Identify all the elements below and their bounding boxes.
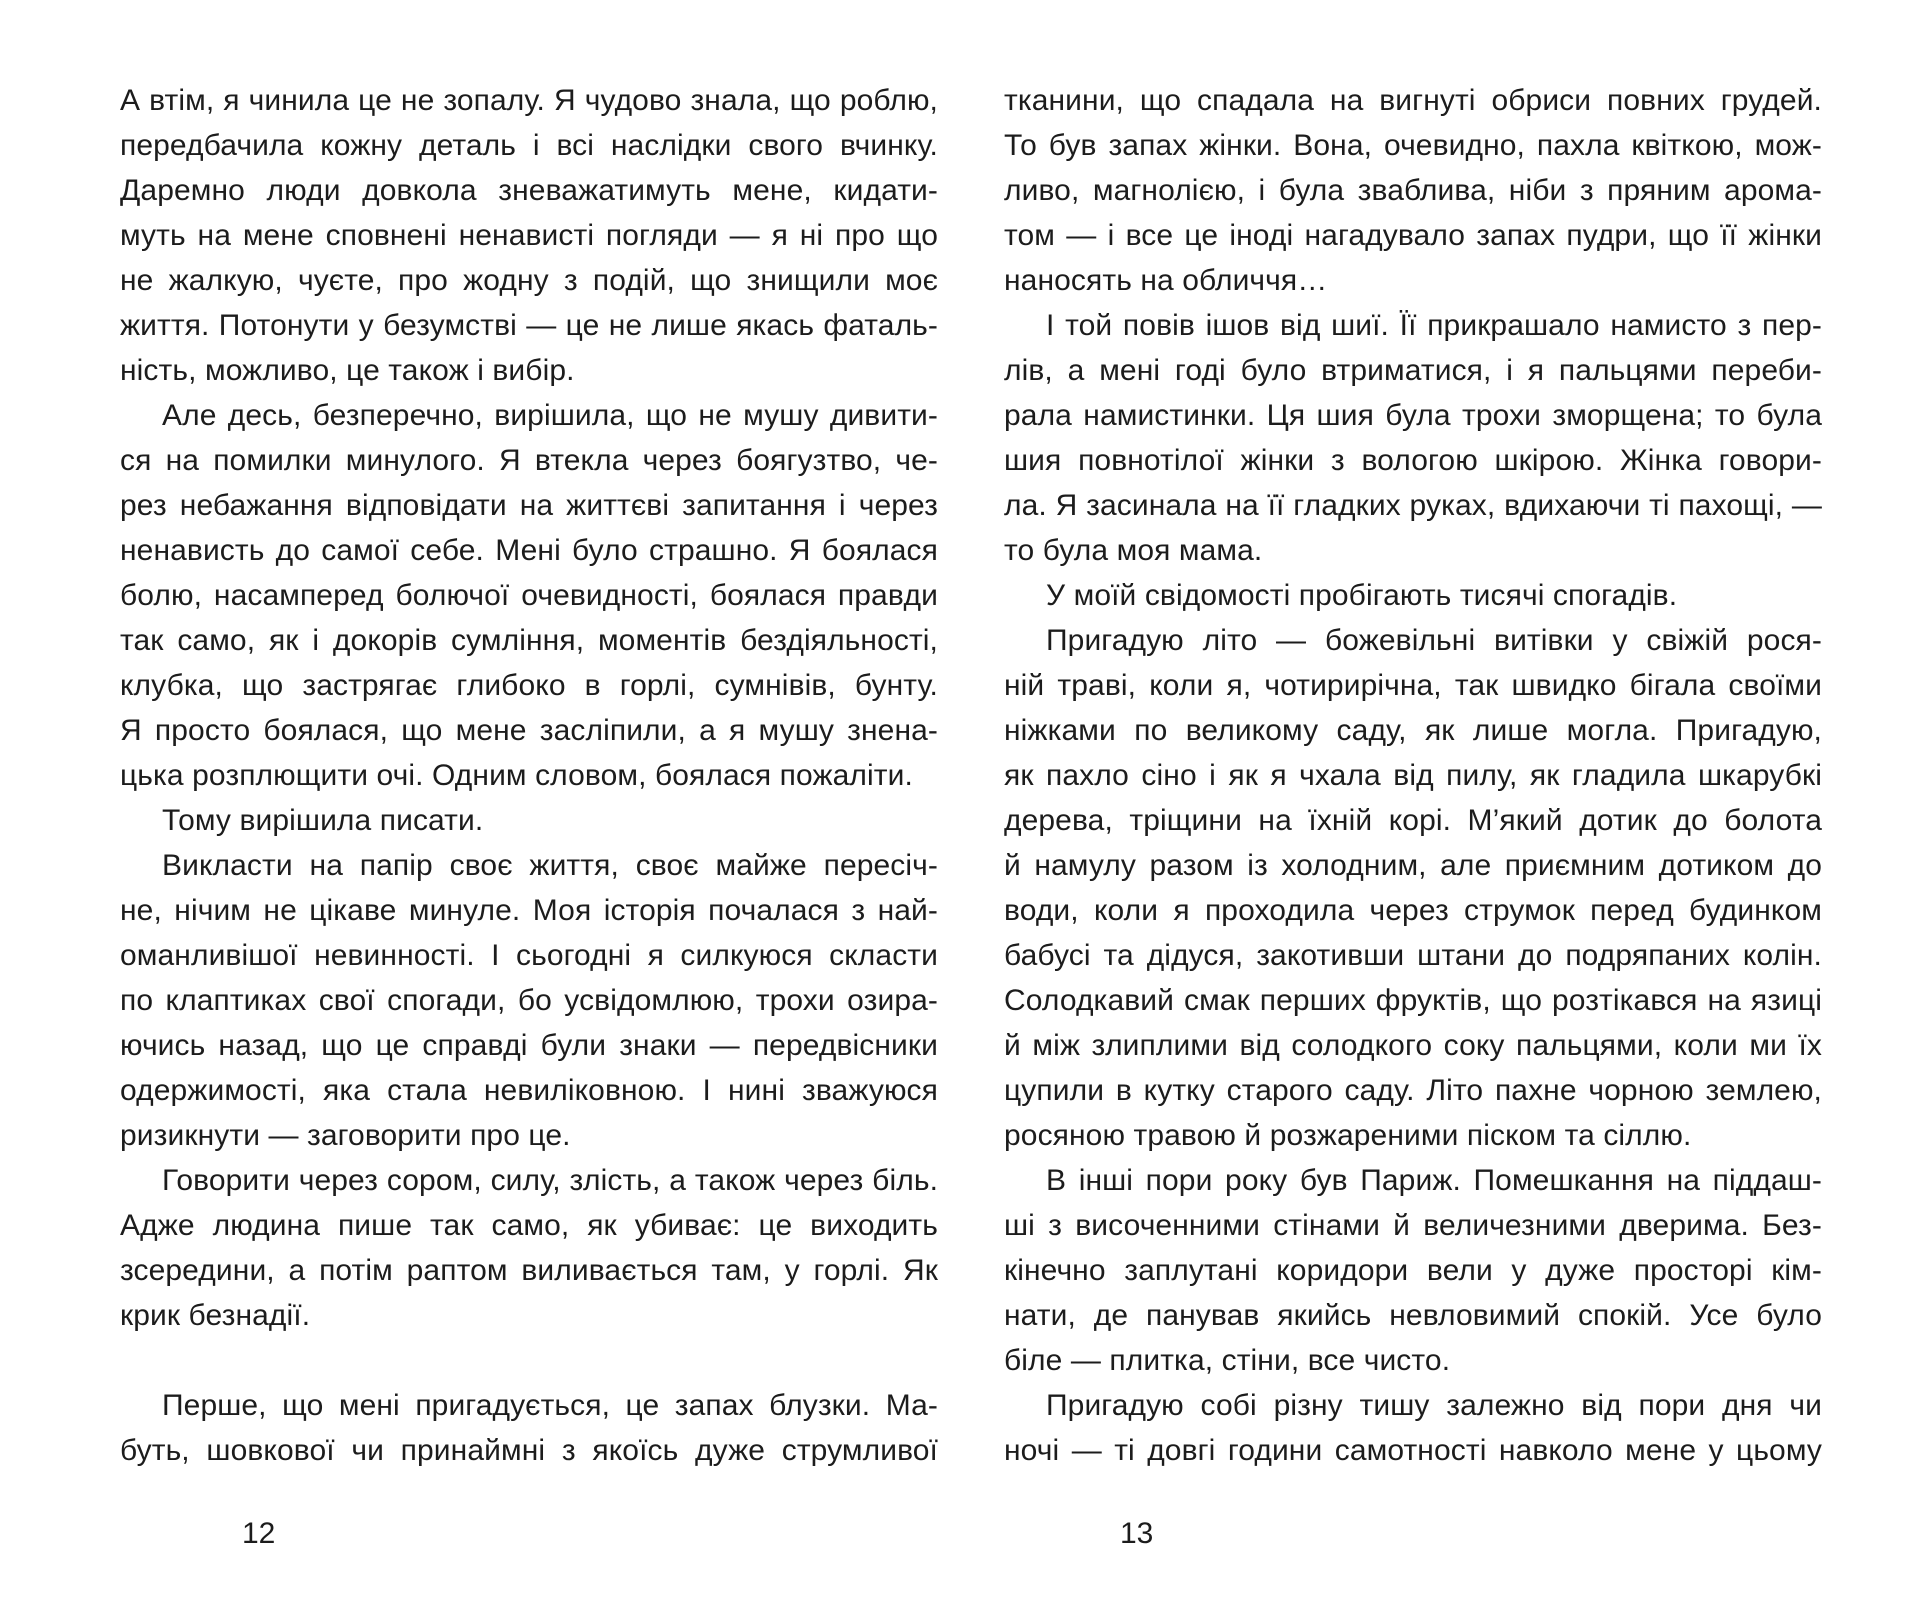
right-page-text <box>1004 78 1822 1473</box>
text-line: крик безнадії. <box>120 1299 311 1332</box>
text-line: шия повнотілої жінки з вологою шкірою. Жінка говори- <box>1004 444 1822 477</box>
text-line: по клаптиках свої спогади, бо усвідомлюю, трохи озира- <box>120 984 938 1017</box>
text-line: води, коли я проходила через струмок перед будинком <box>1004 894 1822 927</box>
text-line: не жалкую, чуєте, про жодну з подій, що знищили моє <box>120 264 938 297</box>
text-line: й намулу разом із холодним, але приємним дотиком до <box>1004 849 1822 882</box>
left-page-text <box>120 78 938 1473</box>
text-line: ризикнути — заговорити про це. <box>120 1119 571 1152</box>
text-line: Адже людина пише так само, як убиває: це виходить <box>120 1209 938 1242</box>
text-line: передбачила кожну деталь і всі наслідки свого вчинку. <box>120 129 938 162</box>
page-number-left: 12 <box>242 1517 276 1550</box>
text-line: То був запах жінки. Вона, очевидно, пахла квіткою, мож- <box>1004 129 1822 162</box>
text-line: так само, як і докорів сумління, моментів бездіяльності, <box>120 624 938 657</box>
text-line: тканини, що спадала на вигнуті обриси повних грудей. <box>1004 84 1822 117</box>
text-line: рала намистинки. Ця шия була трохи зморщена; то була <box>1004 399 1822 432</box>
text-line: ла. Я засинала на її гладких руках, вдихаючи ті пахощі, — <box>1004 489 1822 522</box>
text-line: клубка, що застрягає глибоко в горлі, сумнівів, бунту. <box>120 669 938 702</box>
text-line: Перше, що мені пригадується, це запах блузки. Ма- <box>162 1389 938 1422</box>
text-line: життя. Потонути у безумстві — це не лише якась фаталь- <box>120 309 938 342</box>
page-number-right: 13 <box>1120 1517 1154 1550</box>
text-line: рез небажання відповідати на життєві запитання і через <box>120 489 938 522</box>
text-line: ній траві, коли я, чотирирічна, так швидко бігала своїми <box>1004 669 1822 702</box>
text-line <box>120 1338 938 1383</box>
text-line: Даремно люди довкола зневажатимуть мене, кидати- <box>120 174 938 207</box>
text-line: одержимості, яка стала невиліковною. І нині зважуюся <box>120 1074 938 1107</box>
text-line: ші з височенними стінами й величезними дверима. Без- <box>1004 1209 1822 1242</box>
text-line: ючись назад, що це справді були знаки — передвісники <box>120 1029 938 1062</box>
text-line: І той повів ішов від шиї. Її прикрашало намисто з пер- <box>1046 309 1822 342</box>
text-line: Але десь, безперечно, вирішила, що не мушу дивити- <box>162 399 938 432</box>
text-line: й між злиплими від солодкого соку пальцями, коли ми їх <box>1004 1029 1822 1062</box>
text-line: Я просто боялася, що мене засліпили, а я мушу знена- <box>120 714 938 747</box>
text-line: зсередини, а потім раптом виливається там, у горлі. Як <box>120 1254 938 1287</box>
text-line: Говорити через сором, силу, злість, а також через біль. <box>162 1164 938 1197</box>
text-line: муть на мене сповнені ненависті погляди — я ні про що <box>120 219 938 252</box>
text-line: Пригадую собі різну тишу залежно від пори дня чи <box>1046 1389 1822 1422</box>
text-line: У моїй свідомості пробігають тисячі спогадів. <box>1046 579 1678 612</box>
text-line: як пахло сіно і як я чхала від пилу, як гладила шкарубкі <box>1004 759 1822 792</box>
text-line: ночі — ті довгі години самотності навколо мене у цьому <box>1004 1434 1822 1467</box>
text-line: лів, а мені годі було втриматися, і я пальцями переби- <box>1004 354 1822 387</box>
text-line: болю, насамперед болючої очевидності, боялася правди <box>120 579 938 612</box>
text-line: не, нічим не цікаве минуле. Моя історія почалася з най- <box>120 894 938 927</box>
text-line: ся на помилки минулого. Я втекла через боягузтво, че- <box>120 444 938 477</box>
text-line: бабусі та дідуся, закотивши штани до подряпаних колін. <box>1004 939 1822 972</box>
text-line: цупили в кутку старого саду. Літо пахне чорною землею, <box>1004 1074 1822 1107</box>
text-line: В інші пори року був Париж. Помешкання на піддаш- <box>1046 1164 1822 1197</box>
text-line: ненависть до самої себе. Мені було страшно. Я боялася <box>120 534 938 567</box>
text-line: ливо, магнолією, і була зваблива, ніби з пряним арома- <box>1004 174 1822 207</box>
text-line: А втім, я чинила це не зопалу. Я чудово знала, що роблю, <box>120 84 938 117</box>
text-line: дерева, тріщини на їхній корі. М’який дотик до болота <box>1004 804 1822 837</box>
text-line: Пригадую літо — божевільні витівки у свіжій рося- <box>1046 624 1822 657</box>
text-line: біле — плитка, стіни, все чисто. <box>1004 1344 1451 1377</box>
text-line: ність, можливо, це також і вибір. <box>120 354 575 387</box>
text-line: росяною травою й розжареними піском та сіллю. <box>1004 1119 1692 1152</box>
text-line: ніжками по великому саду, як лише могла. Пригадую, <box>1004 714 1822 747</box>
text-line: кінечно заплутані коридори вели у дуже просторі кім- <box>1004 1254 1822 1287</box>
text-line: нати, де панував якийсь невловимий спокій. Усе було <box>1004 1299 1822 1332</box>
text-line: наносять на обличчя… <box>1004 264 1328 297</box>
text-line: Солодкавий смак перших фруктів, що розтікався на язиці <box>1004 984 1822 1017</box>
text-line: то була моя мама. <box>1004 534 1263 567</box>
text-line: том — і все це іноді нагадувало запах пудри, що її жінки <box>1004 219 1822 252</box>
text-line: оманливішої невинності. І сьогодні я силкуюся скласти <box>120 939 938 972</box>
text-line: цька розплющити очі. Одним словом, боялася пожаліти. <box>120 759 913 792</box>
text-line: Викласти на папір своє життя, своє майже пересіч- <box>162 849 938 882</box>
text-line: Тому вирішила писати. <box>162 804 484 837</box>
text-line: буть, шовкової чи принаймні з якоїсь дуже струмливої <box>120 1434 938 1467</box>
